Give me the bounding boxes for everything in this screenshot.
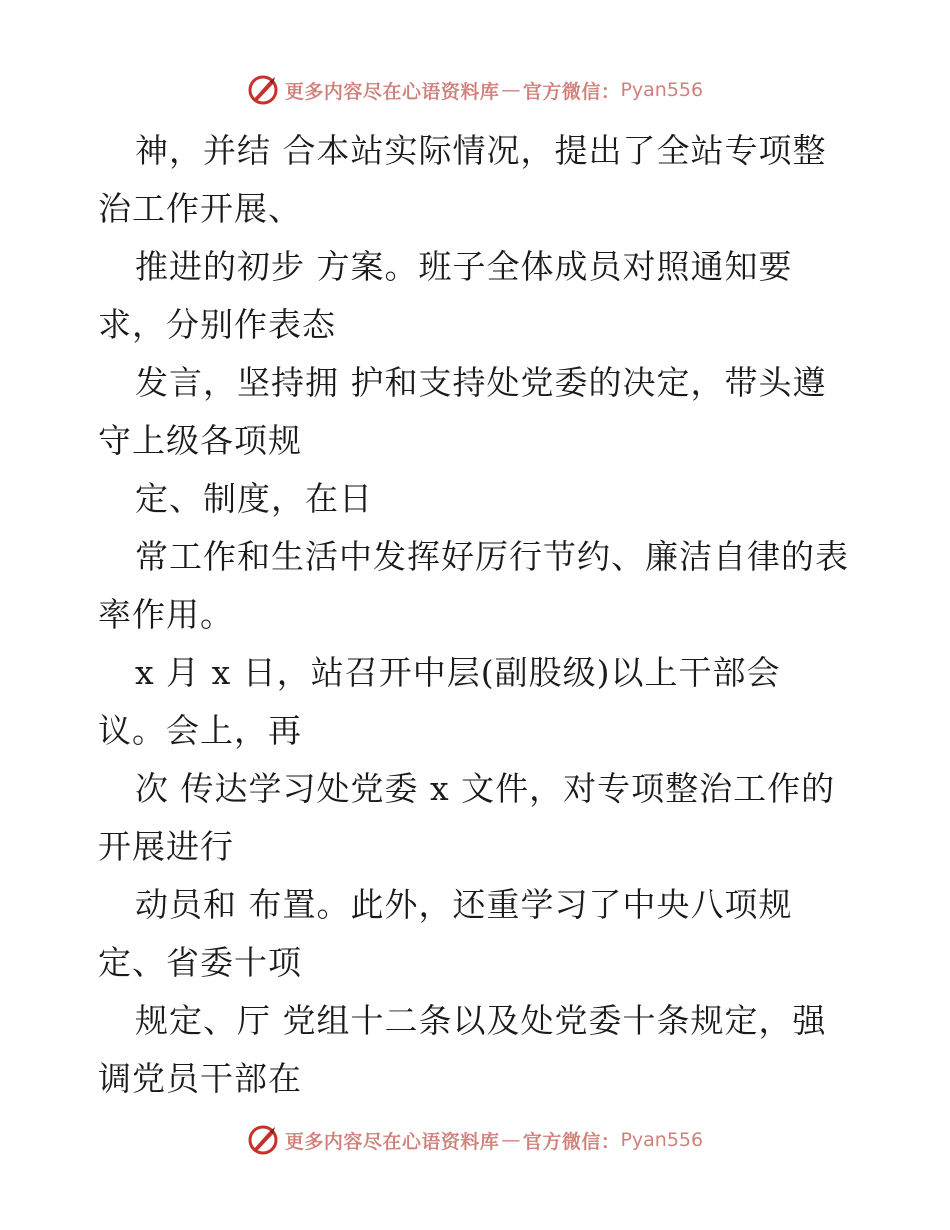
text-line: 发言，坚持拥 护和支持处党委的决定，带头遵 bbox=[135, 363, 827, 402]
text-line: 常工作和生活中发挥好厉行节约、廉洁自律的表 bbox=[135, 537, 849, 576]
text-line: 求，分别作表态 bbox=[98, 305, 336, 344]
header-watermark bbox=[0, 70, 950, 110]
watermark-label: 官方微信： bbox=[522, 80, 621, 103]
text-line: 治工作开展、 bbox=[98, 189, 302, 228]
watermark-label: 官方微信： bbox=[522, 1130, 621, 1153]
text-line: 神，并结 合本站实际情况，提出了全站专项整 bbox=[135, 131, 827, 170]
watermark-text: 更多内容尽在心语资料库 bbox=[284, 1130, 500, 1153]
watermark-separator: — bbox=[501, 1129, 521, 1151]
footer-watermark bbox=[0, 1120, 950, 1160]
quill-logo-icon bbox=[247, 74, 279, 106]
text-line: 次 传达学习处党委 x 文件，对专项整治工作的 bbox=[135, 769, 836, 808]
text-line: 调党员干部在 bbox=[98, 1059, 302, 1098]
text-line: 率作用。 bbox=[98, 595, 234, 634]
watermark-text: 更多内容尽在心语资料库 bbox=[284, 80, 500, 103]
watermark-id: Pyan556 bbox=[620, 79, 704, 101]
text-line: 动员和 布置。此外，还重学习了中央八项规 bbox=[135, 885, 793, 924]
text-line: 规定、厅 党组十二条以及处党委十条规定，强 bbox=[135, 1001, 827, 1040]
text-line: 守上级各项规 bbox=[98, 421, 302, 460]
text-line: 定、制度，在日 bbox=[135, 479, 373, 518]
text-line: 议。会上，再 bbox=[98, 711, 302, 750]
watermark-id: Pyan556 bbox=[620, 1129, 704, 1151]
text-line: 开展进行 bbox=[98, 827, 234, 866]
text-line: 推进的初步 方案。班子全体成员对照通知要 bbox=[135, 247, 793, 286]
text-line: x 月 x 日，站召开中层(副股级)以上干部会 bbox=[135, 653, 781, 692]
quill-logo-icon bbox=[247, 1124, 279, 1156]
document-body bbox=[98, 122, 878, 1108]
text-line: 定、省委十项 bbox=[98, 943, 302, 982]
watermark-separator: — bbox=[501, 79, 521, 101]
